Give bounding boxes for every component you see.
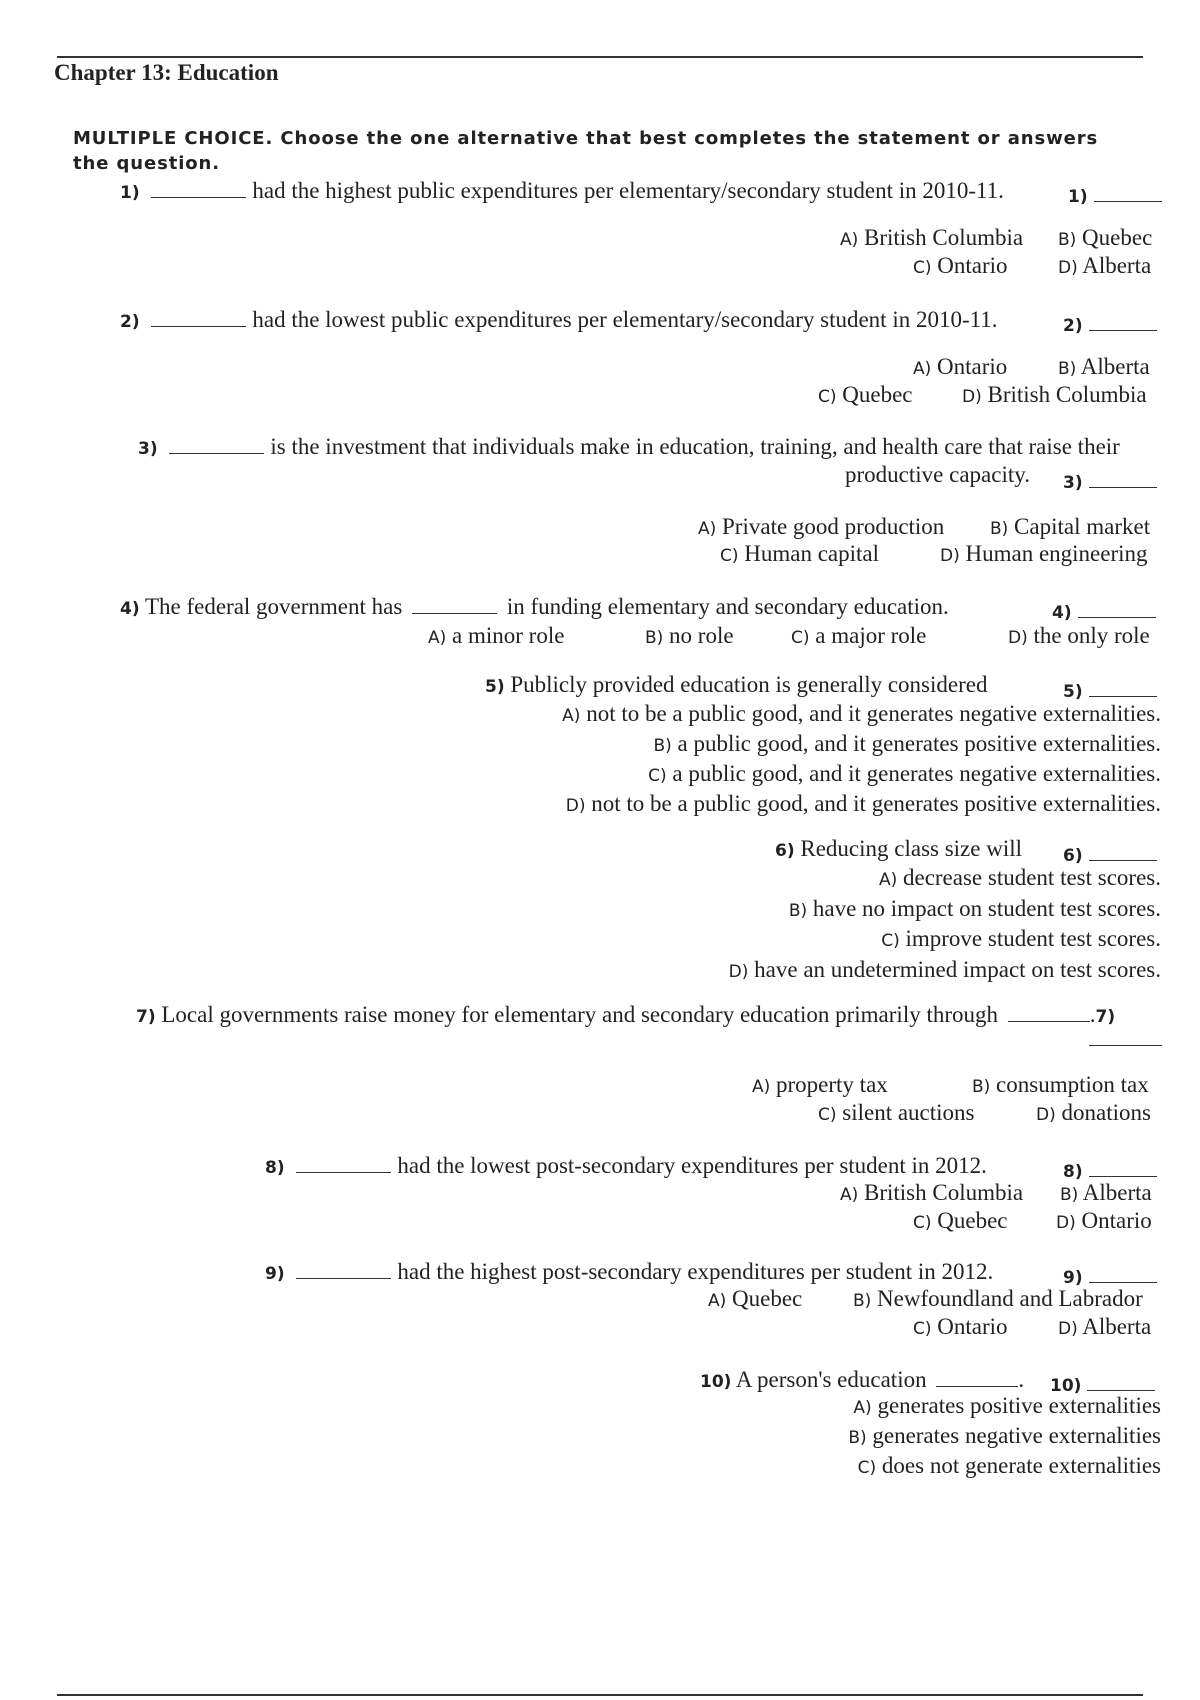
option-d[interactable]: D) donations — [1036, 1100, 1151, 1125]
question-text: had the highest public expenditures per elementary/secondary student in 2010-11. — [252, 178, 1004, 203]
option-d[interactable]: D) Ontario — [1056, 1208, 1152, 1233]
question-3: 3) is the investment that individuals make in education, training, and health care that raise their — [138, 434, 1120, 459]
answer-line[interactable] — [1089, 467, 1157, 488]
option-d[interactable]: D) the only role — [1008, 623, 1150, 648]
answer-space-4[interactable]: 4) — [1052, 597, 1156, 623]
answer-space-2[interactable]: 2) — [1063, 310, 1157, 336]
option-a[interactable]: A) generates positive externalities — [853, 1393, 1161, 1418]
answer-space-5[interactable]: 5) — [1063, 676, 1157, 702]
question-number: 1) — [120, 183, 140, 203]
option-c[interactable]: C) improve student test scores. — [881, 926, 1161, 951]
instructions — [73, 126, 1098, 176]
option-b[interactable]: B) Capital market — [990, 514, 1151, 539]
answer-space-3[interactable]: 3) — [1063, 467, 1157, 493]
option-b[interactable]: B) consumption tax — [972, 1072, 1149, 1097]
option-b[interactable]: B) Quebec — [1058, 225, 1153, 250]
fill-blank[interactable] — [296, 1152, 391, 1173]
option-a[interactable]: A) British Columbia — [840, 1180, 1024, 1205]
option-a[interactable]: A) decrease student test scores. — [878, 865, 1161, 890]
answer-space-10[interactable]: 10) — [1050, 1370, 1155, 1396]
option-list — [562, 700, 1161, 820]
option-list — [729, 864, 1161, 986]
question-1 — [120, 177, 1004, 204]
option-b[interactable]: B) a public good, and it generates positive externalities. — [653, 731, 1161, 756]
option-c[interactable]: C) Quebec — [818, 382, 913, 407]
answer-line-7[interactable] — [1089, 1045, 1162, 1046]
answer-space-1[interactable] — [1068, 181, 1162, 207]
fill-blank[interactable] — [936, 1366, 1018, 1387]
answer-space-6[interactable]: 6) — [1063, 840, 1157, 866]
option-c[interactable]: C) Ontario — [913, 253, 1008, 278]
option-b[interactable]: B) Alberta — [1060, 1180, 1152, 1205]
option-a[interactable]: A) a minor role — [428, 623, 565, 648]
fill-blank[interactable] — [1008, 1001, 1090, 1022]
option-c[interactable]: C) Ontario — [913, 1314, 1008, 1339]
option-d[interactable]: D) Alberta — [1058, 253, 1152, 278]
answer-label: 7) — [1095, 1007, 1116, 1027]
fill-blank[interactable] — [412, 593, 497, 614]
option-b[interactable]: B) Newfoundland and Labrador — [853, 1286, 1143, 1311]
question-8: 8) had the lowest post-secondary expenditures per student in 2012. — [265, 1153, 987, 1178]
answer-line[interactable] — [1094, 181, 1162, 202]
answer-space-9[interactable]: 9) — [1063, 1262, 1157, 1288]
bottom-rule — [57, 1694, 1143, 1696]
question-5: 5) Publicly provided education is generally considered — [485, 672, 988, 697]
answer-line[interactable] — [1078, 597, 1156, 618]
option-c[interactable]: C) a public good, and it generates negative externalities. — [648, 761, 1161, 786]
answer-line[interactable] — [1089, 840, 1157, 861]
option-d[interactable]: D) British Columbia — [962, 382, 1147, 407]
option-a[interactable]: A) Quebec — [708, 1286, 803, 1311]
option-c[interactable]: C) does not generate externalities — [857, 1453, 1161, 1478]
option-a[interactable]: A) British Columbia — [840, 225, 1024, 250]
fill-blank[interactable] — [296, 1258, 391, 1279]
option-a[interactable]: A) Private good production — [698, 514, 945, 539]
answer-line[interactable] — [1089, 1156, 1157, 1177]
question-7: 7) Local governments raise money for elementary and secondary education primarily through .7) — [136, 1002, 1116, 1027]
option-d[interactable]: D) Human engineering — [940, 541, 1148, 566]
answer-label: 1) — [1068, 187, 1088, 207]
fill-blank[interactable] — [151, 177, 246, 198]
option-a[interactable]: A) not to be a public good, and it generates negative externalities. — [562, 701, 1161, 726]
question-3-continued: productive capacity. — [845, 462, 1030, 487]
option-a[interactable]: A) Ontario — [913, 354, 1008, 379]
option-c[interactable]: C) a major role — [791, 623, 927, 648]
option-list — [848, 1392, 1161, 1482]
question-6: 6) Reducing class size will — [775, 836, 1023, 861]
fill-blank[interactable] — [151, 306, 246, 327]
instructions-line-2: the question. — [73, 153, 221, 174]
answer-line[interactable] — [1089, 676, 1157, 697]
option-c[interactable]: C) Quebec — [913, 1208, 1008, 1233]
question-2: 2) had the lowest public expenditures per elementary/secondary student in 2010-11. — [120, 307, 998, 332]
option-b[interactable]: B) have no impact on student test scores. — [788, 895, 1161, 921]
option-b[interactable]: B) generates negative externalities — [848, 1423, 1161, 1448]
instructions-line-1: MULTIPLE CHOICE. Choose the one alternative that best completes the statement or answers — [73, 128, 1099, 149]
answer-line[interactable] — [1087, 1370, 1155, 1391]
option-d[interactable]: D) have an undetermined impact on test scores. — [728, 956, 1161, 982]
option-a[interactable]: A) property tax — [752, 1072, 888, 1097]
option-d[interactable]: D) not to be a public good, and it generates positive externalities. — [565, 791, 1161, 816]
question-10: 10) A person's education . — [700, 1367, 1025, 1392]
page-title: Chapter 13: Education — [54, 60, 279, 85]
option-c[interactable]: C) Human capital — [720, 541, 880, 566]
option-d[interactable]: D) Alberta — [1058, 1314, 1152, 1339]
option-b[interactable]: B) Alberta — [1058, 354, 1150, 379]
answer-line[interactable] — [1089, 1262, 1157, 1283]
answer-line[interactable] — [1089, 310, 1157, 331]
question-9: 9) had the highest post-secondary expenditures per student in 2012. — [265, 1259, 994, 1284]
question-4: 4) The federal government has in funding elementary and secondary education. — [120, 594, 949, 619]
answer-space-8[interactable]: 8) — [1063, 1156, 1157, 1182]
top-rule — [57, 56, 1143, 58]
option-c[interactable]: C) silent auctions — [818, 1100, 975, 1125]
option-b[interactable]: B) no role — [645, 623, 734, 648]
fill-blank[interactable] — [169, 433, 264, 454]
